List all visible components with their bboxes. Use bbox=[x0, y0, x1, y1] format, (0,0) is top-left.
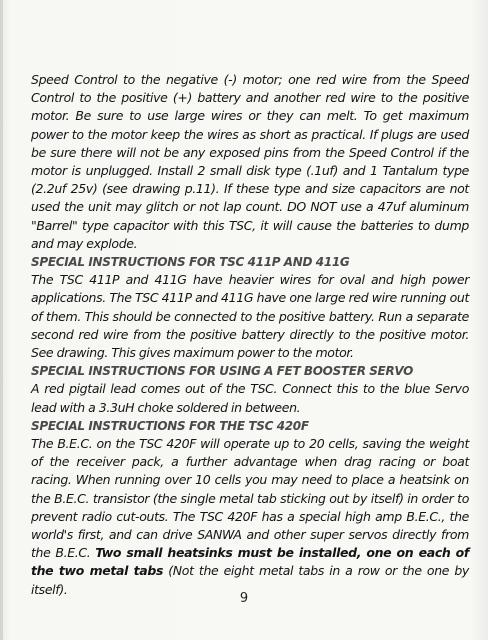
intro-paragraph: Speed Control to the negative (-) motor; one red wire from the Speed Control to the positive (+) battery and another red wire to the positive motor. Be sure to use large wires or they can melt. To get maximum power to the motor keep the wires as short as practical. If plugs are used be sure there will not be any exposed pins from the Speed Control if the motor is unplugged. Install 2 small disk type (.1uf) and 1 Tantalum type (2.2uf 25v) (see drawing p.11). If these type and size capacitors are not used the unit may glitch or not lap count. DO NOT use a 47uf aluminum "Barrel" type capacitor with this TSC, it will cause the batteries to dump and may explode. bbox=[31, 72, 469, 251]
page-body bbox=[31, 71, 469, 599]
tsc411-heading: SPECIAL INSTRUCTIONS FOR TSC 411P AND 411G bbox=[31, 255, 350, 270]
tsc420-tail-text: (Not the eight metal tabs in a row or the one by itself). bbox=[31, 563, 469, 597]
page-number: 9 bbox=[239, 591, 249, 606]
tsc411-paragraph: The TSC 411P and 411G have heavier wires for oval and high power applications. The TSC 411P and 411G have one large red wire running out of them. This should be connected to the positive battery. Run a separate second red wire from the positive battery directly to the positive motor. See drawing. This gives maximum power to the motor. bbox=[31, 272, 469, 361]
heatsink-warning: Two small heatsinks must be installed, one on each of the two metal tabs bbox=[31, 545, 470, 579]
tsc420-paragraph bbox=[31, 435, 469, 599]
fet-paragraph: A red pigtail lead comes out of the TSC. Connect this to the blue Servo lead with a 3.3uH choke soldered in between. bbox=[31, 381, 469, 415]
fet-heading: SPECIAL INSTRUCTIONS FOR USING A FET BOOSTER SERVO bbox=[31, 364, 414, 379]
tsc420-heading: SPECIAL INSTRUCTIONS FOR THE TSC 420F bbox=[31, 418, 309, 433]
tsc420-body-text: The B.E.C. on the TSC 420F will operate up to 20 cells, saving the weight of the receiver pack, a further advantage when drag racing or boat racing. When running over 10 cells you may need to place a heatsink on the B.E.C. transistor (the single metal tab sticking out by itself) in order to prevent radio cut-outs. The TSC 420F has a special high amp B.E.C., the world's first, and can drive SANWA and other super servos directly from the B.E.C. bbox=[31, 436, 469, 561]
page-edge bbox=[0, 0, 3, 640]
